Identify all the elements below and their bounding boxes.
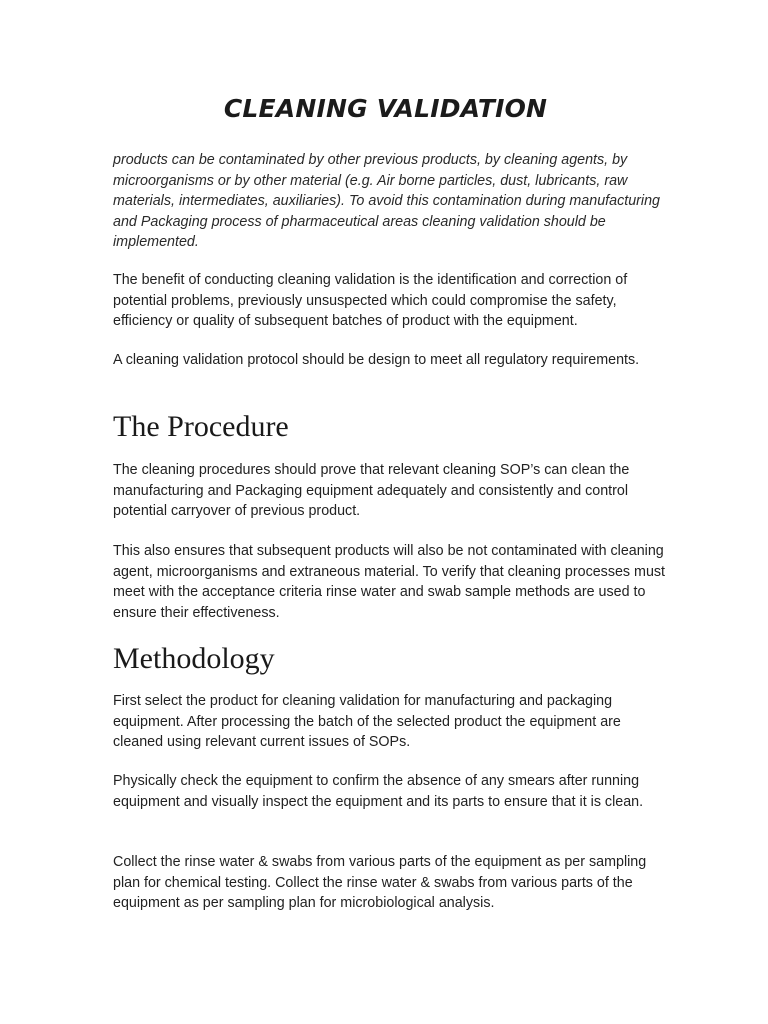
methodology-heading: Methodology xyxy=(113,642,275,675)
benefit-paragraph: The benefit of conducting cleaning validation is the identification and correction of potential problems, previously unsuspected which could compromise the safety, efficiency or quality of subsequent batches of product with the equipment. xyxy=(113,272,628,329)
methodology-paragraph-1: First select the product for cleaning validation for manufacturing and packaging equipment. After processing the batch of the selected product the equipment are cleaned using relevant current issues of SOPs. xyxy=(113,693,621,750)
procedure-heading: The Procedure xyxy=(113,410,289,443)
procedure-paragraph-2: This also ensures that subsequent products will also be not contaminated with cleaning agent, microorganisms and extraneous material. To verify that cleaning processes must meet with the acceptance criteria rinse water and swab sample methods are used to ensure their effectiveness. xyxy=(113,543,666,621)
protocol-paragraph: A cleaning validation protocol should be design to meet all regulatory requirements. xyxy=(113,352,640,368)
intro-paragraph: products can be contaminated by other previous products, by cleaning agents, by microorganisms or by other material (e.g. Air borne particles, dust, lubricants, raw materials, intermediates, auxiliaries). To avoid this contamination during manufacturing and Packaging process of pharmaceutical areas cleaning validation should be implemented. xyxy=(113,152,660,250)
procedure-paragraph-1: The cleaning procedures should prove that relevant cleaning SOP’s can clean the manufacturing and Packaging equipment adequately and consistently and control potential carryover of previous product. xyxy=(113,462,630,519)
methodology-paragraph-3: Collect the rinse water & swabs from various parts of the equipment as per sampling plan for chemical testing. Collect the rinse water & swabs from various parts of the equipment as per sampling plan for microbiological analysis. xyxy=(113,854,647,911)
document-title: CLEANING VALIDATION xyxy=(223,94,548,123)
methodology-paragraph-2: Physically check the equipment to confirm the absence of any smears after running equipment and visually inspect the equipment and its parts to ensure that it is clean. xyxy=(113,773,644,810)
